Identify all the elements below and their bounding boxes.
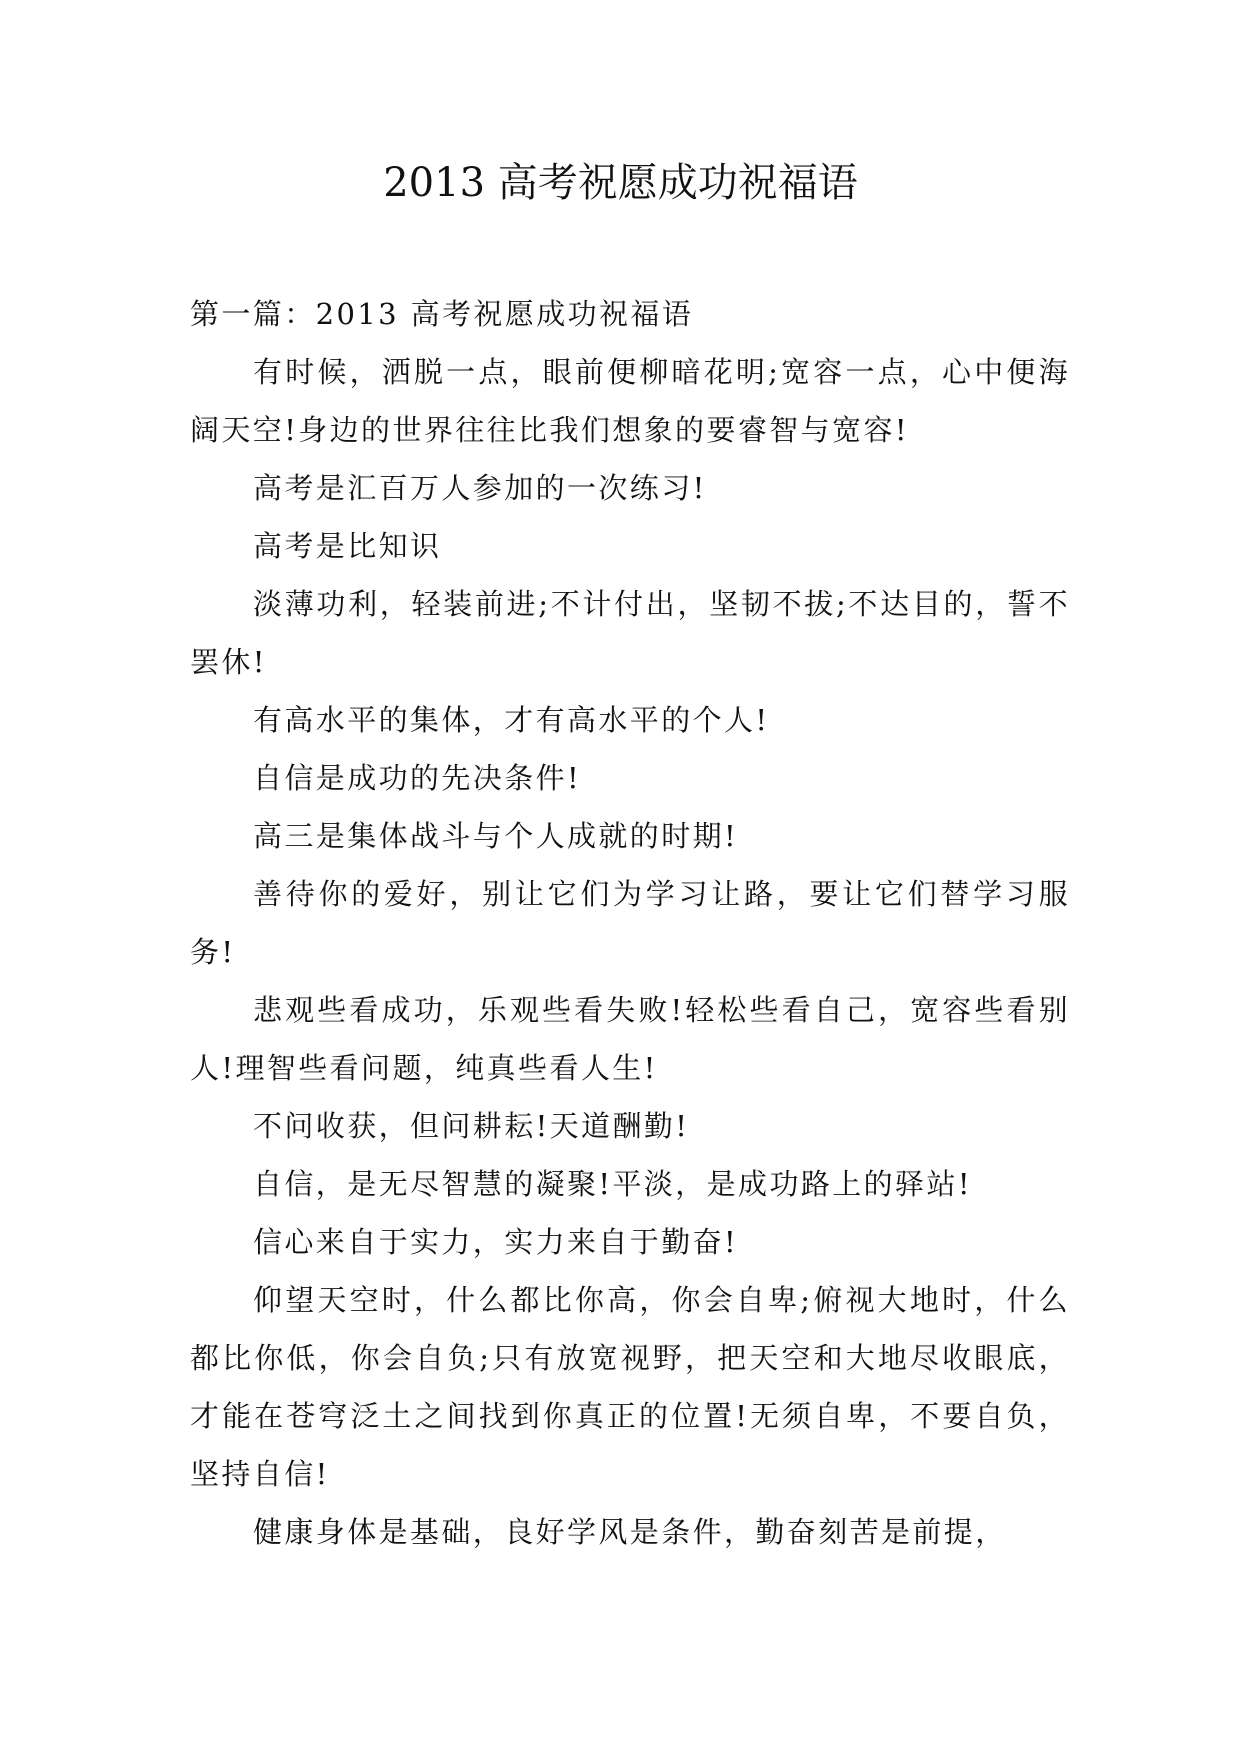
paragraph: 不问收获，但问耕耘!天道酬勤! [253, 1109, 690, 1143]
paragraph: 仰望天空时，什么都比你高，你会自卑;俯视大地时，什么都比你低，你会自负;只有放宽视野，把天空和大地尽收眼底，才能在苍穹泛土之间找到你真正的位置!无须自卑，不要自负，坚持自信! [190, 1283, 1070, 1491]
paragraph: 善待你的爱好，别让它们为学习让路，要让它们替学习服务! [190, 877, 1070, 969]
paragraph: 高三是集体战斗与个人成就的时期! [253, 819, 739, 853]
section-heading: 第一篇：2013 高考祝愿成功祝福语 [190, 297, 694, 331]
paragraph: 高考是比知识 [253, 529, 442, 563]
paragraph: 自信是成功的先决条件! [253, 761, 582, 795]
paragraph: 有高水平的集体，才有高水平的个人! [253, 703, 770, 737]
document-title: 2013 高考祝愿成功祝福语 [383, 160, 858, 206]
paragraph: 淡薄功利，轻装前进;不计付出，坚韧不拔;不达目的，誓不罢休! [190, 587, 1070, 679]
paragraph: 自信，是无尽智慧的凝聚!平淡，是成功路上的驿站! [253, 1167, 972, 1201]
paragraph: 悲观些看成功，乐观些看失败!轻松些看自己，宽容些看别人!理智些看问题，纯真些看人生! [190, 993, 1070, 1085]
paragraph: 有时候，洒脱一点，眼前便柳暗花明;宽容一点，心中便海阔天空!身边的世界往往比我们想象的要睿智与宽容! [190, 355, 1070, 447]
paragraph: 信心来自于实力，实力来自于勤奋! [253, 1225, 739, 1259]
paragraph: 高考是汇百万人参加的一次练习! [253, 471, 707, 505]
paragraph: 健康身体是基础，良好学风是条件，勤奋刻苦是前提， [253, 1515, 1007, 1549]
document-body [190, 285, 1070, 1561]
